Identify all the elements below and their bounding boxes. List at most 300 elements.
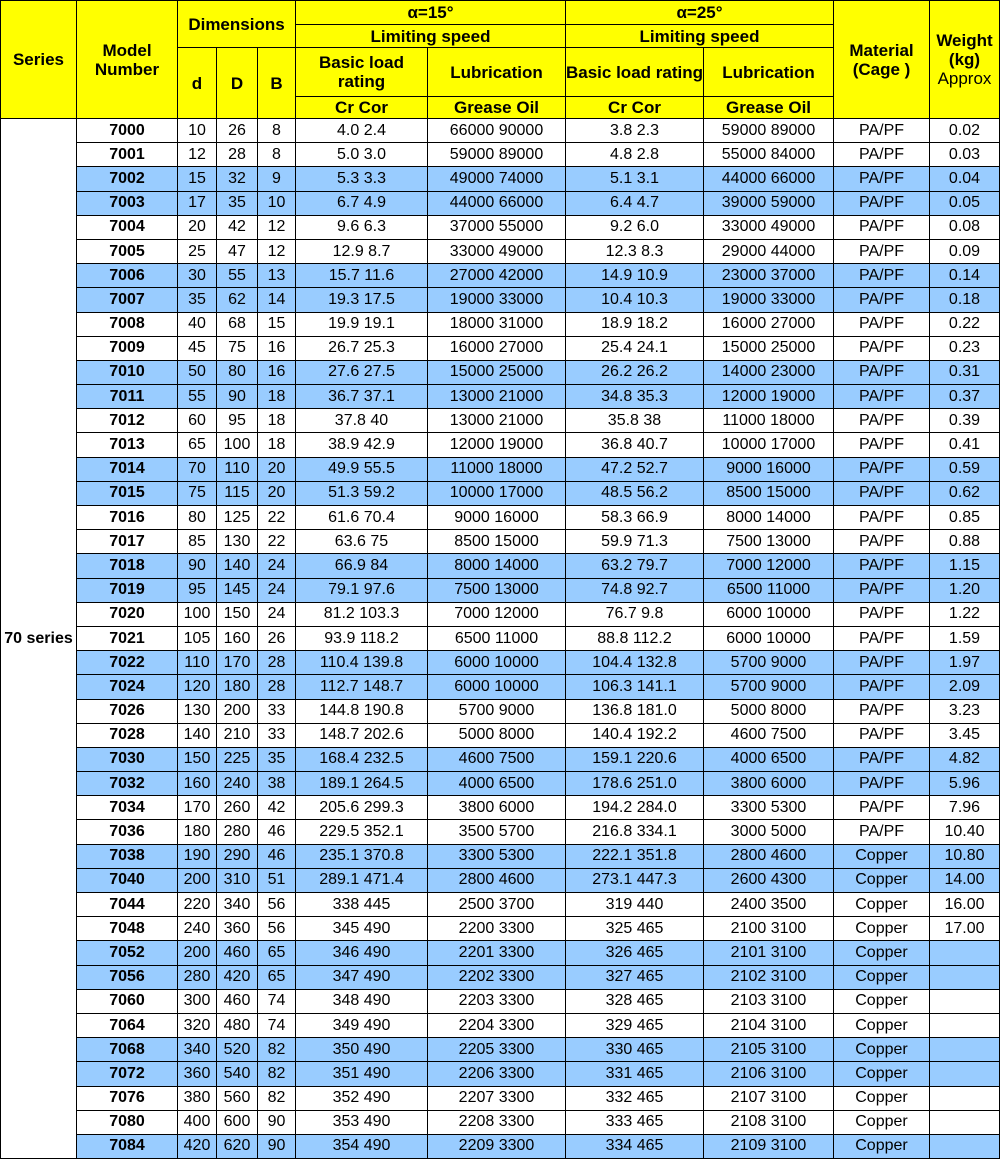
weight-cell: 1.15	[930, 554, 1000, 578]
weight-cell: 0.18	[930, 288, 1000, 312]
outer-diameter-cell: 125	[217, 506, 258, 530]
table-row	[1, 844, 1000, 868]
model-number-cell: 7022	[77, 651, 178, 675]
load-rating-15-cell: 345 490	[296, 917, 428, 941]
outer-diameter-cell: 100	[217, 433, 258, 457]
weight-cell: 3.45	[930, 723, 1000, 747]
load-rating-25-cell: 326 465	[566, 941, 704, 965]
model-number-cell: 7028	[77, 723, 178, 747]
table-row	[1, 602, 1000, 626]
weight-cell: 0.08	[930, 215, 1000, 239]
limiting-speed-15-cell: 8000 14000	[428, 554, 566, 578]
model-number-cell: 7052	[77, 941, 178, 965]
limiting-speed-25-cell: 5700 9000	[704, 651, 834, 675]
model-number-cell: 7001	[77, 143, 178, 167]
inner-diameter-cell: 360	[178, 1062, 217, 1086]
outer-diameter-cell: 62	[217, 288, 258, 312]
weight-cell: 1.97	[930, 651, 1000, 675]
header-model-number: Model Number	[77, 1, 178, 119]
inner-diameter-cell: 200	[178, 941, 217, 965]
width-cell: 74	[258, 1013, 296, 1037]
weight-cell: 0.23	[930, 336, 1000, 360]
outer-diameter-cell: 620	[217, 1134, 258, 1158]
load-rating-15-cell: 9.6 6.3	[296, 215, 428, 239]
outer-diameter-cell: 420	[217, 965, 258, 989]
limiting-speed-25-cell: 3000 5000	[704, 820, 834, 844]
load-rating-15-cell: 348 490	[296, 989, 428, 1013]
model-number-cell: 7021	[77, 626, 178, 650]
table-header	[1, 1, 1000, 119]
width-cell: 56	[258, 893, 296, 917]
limiting-speed-25-cell: 2400 3500	[704, 893, 834, 917]
limiting-speed-15-cell: 6000 10000	[428, 651, 566, 675]
limiting-speed-15-cell: 4000 6500	[428, 772, 566, 796]
weight-cell: 0.85	[930, 506, 1000, 530]
width-cell: 24	[258, 602, 296, 626]
inner-diameter-cell: 12	[178, 143, 217, 167]
weight-cell: 0.04	[930, 167, 1000, 191]
material-cell: PA/PF	[834, 481, 930, 505]
load-rating-25-cell: 329 465	[566, 1013, 704, 1037]
material-cell: Copper	[834, 1110, 930, 1134]
width-cell: 42	[258, 796, 296, 820]
limiting-speed-15-cell: 2201 3300	[428, 941, 566, 965]
model-number-cell: 7017	[77, 530, 178, 554]
limiting-speed-25-cell: 19000 33000	[704, 288, 834, 312]
load-rating-25-cell: 47.2 52.7	[566, 457, 704, 481]
header-grease-oil-25: Grease Oil	[704, 97, 834, 119]
material-cell: Copper	[834, 989, 930, 1013]
limiting-speed-25-cell: 9000 16000	[704, 457, 834, 481]
load-rating-15-cell: 81.2 103.3	[296, 602, 428, 626]
header-grease-oil-15: Grease Oil	[428, 97, 566, 119]
limiting-speed-15-cell: 2207 3300	[428, 1086, 566, 1110]
width-cell: 26	[258, 626, 296, 650]
width-cell: 65	[258, 941, 296, 965]
table-row	[1, 530, 1000, 554]
load-rating-15-cell: 229.5 352.1	[296, 820, 428, 844]
load-rating-15-cell: 5.0 3.0	[296, 143, 428, 167]
limiting-speed-15-cell: 19000 33000	[428, 288, 566, 312]
material-cell: Copper	[834, 1086, 930, 1110]
width-cell: 33	[258, 699, 296, 723]
limiting-speed-25-cell: 2108 3100	[704, 1110, 834, 1134]
width-cell: 18	[258, 433, 296, 457]
limiting-speed-25-cell: 7000 12000	[704, 554, 834, 578]
load-rating-25-cell: 26.2 26.2	[566, 360, 704, 384]
outer-diameter-cell: 95	[217, 409, 258, 433]
limiting-speed-25-cell: 12000 19000	[704, 385, 834, 409]
weight-cell: 0.88	[930, 530, 1000, 554]
limiting-speed-15-cell: 37000 55000	[428, 215, 566, 239]
header-weight-approx: Approx	[937, 69, 992, 88]
outer-diameter-cell: 170	[217, 651, 258, 675]
weight-cell: 7.96	[930, 796, 1000, 820]
inner-diameter-cell: 95	[178, 578, 217, 602]
table-row	[1, 385, 1000, 409]
load-rating-25-cell: 36.8 40.7	[566, 433, 704, 457]
table-row	[1, 651, 1000, 675]
weight-cell	[930, 1013, 1000, 1037]
header-B: B	[258, 48, 296, 119]
table-row	[1, 191, 1000, 215]
model-number-cell: 7005	[77, 239, 178, 263]
model-number-cell: 7020	[77, 602, 178, 626]
limiting-speed-25-cell: 33000 49000	[704, 215, 834, 239]
limiting-speed-25-cell: 7500 13000	[704, 530, 834, 554]
material-cell: PA/PF	[834, 409, 930, 433]
header-cr-cor-25: Cr Cor	[566, 97, 704, 119]
width-cell: 9	[258, 167, 296, 191]
width-cell: 38	[258, 772, 296, 796]
table-row	[1, 119, 1000, 143]
model-number-cell: 7040	[77, 868, 178, 892]
material-cell: PA/PF	[834, 433, 930, 457]
model-number-cell: 7034	[77, 796, 178, 820]
limiting-speed-15-cell: 3800 6000	[428, 796, 566, 820]
width-cell: 22	[258, 506, 296, 530]
material-cell: PA/PF	[834, 506, 930, 530]
header-dimensions: Dimensions	[178, 1, 296, 48]
load-rating-25-cell: 74.8 92.7	[566, 578, 704, 602]
load-rating-25-cell: 328 465	[566, 989, 704, 1013]
load-rating-25-cell: 59.9 71.3	[566, 530, 704, 554]
outer-diameter-cell: 75	[217, 336, 258, 360]
load-rating-25-cell: 63.2 79.7	[566, 554, 704, 578]
weight-cell: 0.03	[930, 143, 1000, 167]
material-cell: PA/PF	[834, 312, 930, 336]
load-rating-25-cell: 273.1 447.3	[566, 868, 704, 892]
width-cell: 56	[258, 917, 296, 941]
inner-diameter-cell: 110	[178, 651, 217, 675]
material-cell: Copper	[834, 941, 930, 965]
table-row	[1, 215, 1000, 239]
header-basic-load-rating-15: Basic load rating	[296, 48, 428, 97]
limiting-speed-15-cell: 16000 27000	[428, 336, 566, 360]
series-label: 70 series	[1, 119, 77, 1159]
model-number-cell: 7015	[77, 481, 178, 505]
weight-cell: 0.14	[930, 264, 1000, 288]
inner-diameter-cell: 15	[178, 167, 217, 191]
inner-diameter-cell: 220	[178, 893, 217, 917]
model-number-cell: 7038	[77, 844, 178, 868]
table-row	[1, 506, 1000, 530]
limiting-speed-15-cell: 5000 8000	[428, 723, 566, 747]
load-rating-25-cell: 327 465	[566, 965, 704, 989]
limiting-speed-15-cell: 7000 12000	[428, 602, 566, 626]
model-number-cell: 7014	[77, 457, 178, 481]
limiting-speed-15-cell: 2203 3300	[428, 989, 566, 1013]
outer-diameter-cell: 460	[217, 989, 258, 1013]
load-rating-15-cell: 12.9 8.7	[296, 239, 428, 263]
inner-diameter-cell: 60	[178, 409, 217, 433]
load-rating-15-cell: 354 490	[296, 1134, 428, 1158]
limiting-speed-15-cell: 15000 25000	[428, 360, 566, 384]
model-number-cell: 7002	[77, 167, 178, 191]
material-cell: PA/PF	[834, 143, 930, 167]
limiting-speed-15-cell: 2800 4600	[428, 868, 566, 892]
model-number-cell: 7024	[77, 675, 178, 699]
outer-diameter-cell: 200	[217, 699, 258, 723]
material-cell: PA/PF	[834, 530, 930, 554]
weight-cell: 0.41	[930, 433, 1000, 457]
weight-cell: 0.39	[930, 409, 1000, 433]
weight-cell: 5.96	[930, 772, 1000, 796]
weight-cell	[930, 1086, 1000, 1110]
table-row	[1, 554, 1000, 578]
load-rating-15-cell: 51.3 59.2	[296, 481, 428, 505]
table-row	[1, 772, 1000, 796]
width-cell: 18	[258, 385, 296, 409]
header-limiting-speed-25: Limiting speed	[566, 25, 834, 48]
limiting-speed-25-cell: 2109 3100	[704, 1134, 834, 1158]
model-number-cell: 7018	[77, 554, 178, 578]
load-rating-15-cell: 5.3 3.3	[296, 167, 428, 191]
material-cell: PA/PF	[834, 699, 930, 723]
outer-diameter-cell: 460	[217, 941, 258, 965]
limiting-speed-15-cell: 66000 90000	[428, 119, 566, 143]
inner-diameter-cell: 80	[178, 506, 217, 530]
material-cell: Copper	[834, 1013, 930, 1037]
table-row	[1, 1110, 1000, 1134]
load-rating-15-cell: 144.8 190.8	[296, 699, 428, 723]
weight-cell	[930, 1134, 1000, 1158]
width-cell: 18	[258, 409, 296, 433]
inner-diameter-cell: 180	[178, 820, 217, 844]
outer-diameter-cell: 115	[217, 481, 258, 505]
weight-cell: 1.22	[930, 602, 1000, 626]
load-rating-25-cell: 178.6 251.0	[566, 772, 704, 796]
inner-diameter-cell: 400	[178, 1110, 217, 1134]
weight-cell	[930, 1038, 1000, 1062]
inner-diameter-cell: 10	[178, 119, 217, 143]
table-row	[1, 1086, 1000, 1110]
material-cell: Copper	[834, 893, 930, 917]
limiting-speed-25-cell: 39000 59000	[704, 191, 834, 215]
model-number-cell: 7032	[77, 772, 178, 796]
limiting-speed-25-cell: 8000 14000	[704, 506, 834, 530]
outer-diameter-cell: 130	[217, 530, 258, 554]
material-cell: Copper	[834, 844, 930, 868]
limiting-speed-25-cell: 2103 3100	[704, 989, 834, 1013]
load-rating-15-cell: 79.1 97.6	[296, 578, 428, 602]
limiting-speed-25-cell: 15000 25000	[704, 336, 834, 360]
material-cell: Copper	[834, 917, 930, 941]
width-cell: 82	[258, 1086, 296, 1110]
model-number-cell: 7026	[77, 699, 178, 723]
load-rating-15-cell: 148.7 202.6	[296, 723, 428, 747]
inner-diameter-cell: 300	[178, 989, 217, 1013]
load-rating-25-cell: 88.8 112.2	[566, 626, 704, 650]
limiting-speed-25-cell: 2102 3100	[704, 965, 834, 989]
limiting-speed-25-cell: 5000 8000	[704, 699, 834, 723]
limiting-speed-15-cell: 3300 5300	[428, 844, 566, 868]
header-cr-cor-15: Cr Cor	[296, 97, 428, 119]
model-number-cell: 7056	[77, 965, 178, 989]
load-rating-15-cell: 168.4 232.5	[296, 747, 428, 771]
weight-cell	[930, 1110, 1000, 1134]
material-cell: PA/PF	[834, 167, 930, 191]
load-rating-15-cell: 93.9 118.2	[296, 626, 428, 650]
inner-diameter-cell: 25	[178, 239, 217, 263]
limiting-speed-15-cell: 2202 3300	[428, 965, 566, 989]
weight-cell: 10.40	[930, 820, 1000, 844]
limiting-speed-25-cell: 2107 3100	[704, 1086, 834, 1110]
model-number-cell: 7004	[77, 215, 178, 239]
load-rating-25-cell: 14.9 10.9	[566, 264, 704, 288]
load-rating-15-cell: 27.6 27.5	[296, 360, 428, 384]
load-rating-25-cell: 9.2 6.0	[566, 215, 704, 239]
load-rating-25-cell: 136.8 181.0	[566, 699, 704, 723]
load-rating-25-cell: 104.4 132.8	[566, 651, 704, 675]
weight-cell: 16.00	[930, 893, 1000, 917]
load-rating-25-cell: 3.8 2.3	[566, 119, 704, 143]
table-row	[1, 699, 1000, 723]
load-rating-25-cell: 6.4 4.7	[566, 191, 704, 215]
limiting-speed-25-cell: 55000 84000	[704, 143, 834, 167]
material-cell: PA/PF	[834, 385, 930, 409]
model-number-cell: 7009	[77, 336, 178, 360]
weight-cell: 0.22	[930, 312, 1000, 336]
weight-cell: 4.82	[930, 747, 1000, 771]
limiting-speed-25-cell: 10000 17000	[704, 433, 834, 457]
load-rating-15-cell: 15.7 11.6	[296, 264, 428, 288]
load-rating-25-cell: 332 465	[566, 1086, 704, 1110]
weight-cell	[930, 965, 1000, 989]
model-number-cell: 7036	[77, 820, 178, 844]
limiting-speed-25-cell: 2104 3100	[704, 1013, 834, 1037]
inner-diameter-cell: 120	[178, 675, 217, 699]
load-rating-25-cell: 325 465	[566, 917, 704, 941]
weight-cell: 0.02	[930, 119, 1000, 143]
model-number-cell: 7006	[77, 264, 178, 288]
load-rating-25-cell: 106.3 141.1	[566, 675, 704, 699]
material-cell: Copper	[834, 1038, 930, 1062]
weight-cell: 2.09	[930, 675, 1000, 699]
load-rating-15-cell: 63.6 75	[296, 530, 428, 554]
table-row	[1, 288, 1000, 312]
outer-diameter-cell: 32	[217, 167, 258, 191]
width-cell: 12	[258, 239, 296, 263]
load-rating-15-cell: 349 490	[296, 1013, 428, 1037]
limiting-speed-25-cell: 6000 10000	[704, 602, 834, 626]
load-rating-25-cell: 12.3 8.3	[566, 239, 704, 263]
material-cell: PA/PF	[834, 288, 930, 312]
header-series: Series	[1, 1, 77, 119]
table-row	[1, 868, 1000, 892]
weight-cell: 0.09	[930, 239, 1000, 263]
limiting-speed-15-cell: 27000 42000	[428, 264, 566, 288]
load-rating-25-cell: 35.8 38	[566, 409, 704, 433]
limiting-speed-25-cell: 6500 11000	[704, 578, 834, 602]
load-rating-15-cell: 352 490	[296, 1086, 428, 1110]
table-row	[1, 264, 1000, 288]
inner-diameter-cell: 140	[178, 723, 217, 747]
outer-diameter-cell: 540	[217, 1062, 258, 1086]
width-cell: 20	[258, 481, 296, 505]
limiting-speed-15-cell: 10000 17000	[428, 481, 566, 505]
limiting-speed-15-cell: 11000 18000	[428, 457, 566, 481]
inner-diameter-cell: 90	[178, 554, 217, 578]
table-row	[1, 1013, 1000, 1037]
load-rating-25-cell: 34.8 35.3	[566, 385, 704, 409]
limiting-speed-15-cell: 2204 3300	[428, 1013, 566, 1037]
load-rating-25-cell: 10.4 10.3	[566, 288, 704, 312]
limiting-speed-15-cell: 33000 49000	[428, 239, 566, 263]
load-rating-15-cell: 61.6 70.4	[296, 506, 428, 530]
table-row	[1, 796, 1000, 820]
load-rating-15-cell: 235.1 370.8	[296, 844, 428, 868]
model-number-cell: 7060	[77, 989, 178, 1013]
weight-cell: 0.62	[930, 481, 1000, 505]
limiting-speed-25-cell: 44000 66000	[704, 167, 834, 191]
header-weight-label: Weight (kg)	[936, 31, 993, 69]
limiting-speed-25-cell: 4600 7500	[704, 723, 834, 747]
inner-diameter-cell: 100	[178, 602, 217, 626]
limiting-speed-15-cell: 4600 7500	[428, 747, 566, 771]
outer-diameter-cell: 600	[217, 1110, 258, 1134]
material-cell: PA/PF	[834, 191, 930, 215]
limiting-speed-25-cell: 3800 6000	[704, 772, 834, 796]
width-cell: 35	[258, 747, 296, 771]
load-rating-25-cell: 333 465	[566, 1110, 704, 1134]
width-cell: 24	[258, 578, 296, 602]
outer-diameter-cell: 68	[217, 312, 258, 336]
limiting-speed-15-cell: 2208 3300	[428, 1110, 566, 1134]
outer-diameter-cell: 110	[217, 457, 258, 481]
inner-diameter-cell: 200	[178, 868, 217, 892]
limiting-speed-25-cell: 2800 4600	[704, 844, 834, 868]
table-row	[1, 1038, 1000, 1062]
limiting-speed-15-cell: 13000 21000	[428, 385, 566, 409]
weight-cell: 17.00	[930, 917, 1000, 941]
outer-diameter-cell: 47	[217, 239, 258, 263]
inner-diameter-cell: 105	[178, 626, 217, 650]
width-cell: 90	[258, 1110, 296, 1134]
model-number-cell: 7011	[77, 385, 178, 409]
limiting-speed-25-cell: 11000 18000	[704, 409, 834, 433]
outer-diameter-cell: 240	[217, 772, 258, 796]
table-row	[1, 143, 1000, 167]
header-lubrication-15: Lubrication	[428, 48, 566, 97]
load-rating-25-cell: 159.1 220.6	[566, 747, 704, 771]
table-row	[1, 433, 1000, 457]
material-cell: PA/PF	[834, 336, 930, 360]
weight-cell: 3.23	[930, 699, 1000, 723]
weight-cell: 10.80	[930, 844, 1000, 868]
load-rating-15-cell: 346 490	[296, 941, 428, 965]
width-cell: 16	[258, 336, 296, 360]
inner-diameter-cell: 160	[178, 772, 217, 796]
header-D: D	[217, 48, 258, 119]
outer-diameter-cell: 90	[217, 385, 258, 409]
limiting-speed-25-cell: 59000 89000	[704, 119, 834, 143]
material-cell: PA/PF	[834, 820, 930, 844]
width-cell: 51	[258, 868, 296, 892]
load-rating-25-cell: 330 465	[566, 1038, 704, 1062]
header-alpha-15: α=15°	[296, 1, 566, 25]
material-cell: PA/PF	[834, 651, 930, 675]
load-rating-15-cell: 351 490	[296, 1062, 428, 1086]
model-number-cell: 7068	[77, 1038, 178, 1062]
width-cell: 12	[258, 215, 296, 239]
material-cell: Copper	[834, 965, 930, 989]
width-cell: 20	[258, 457, 296, 481]
inner-diameter-cell: 280	[178, 965, 217, 989]
weight-cell	[930, 989, 1000, 1013]
inner-diameter-cell: 420	[178, 1134, 217, 1158]
header-weight	[930, 1, 1000, 119]
